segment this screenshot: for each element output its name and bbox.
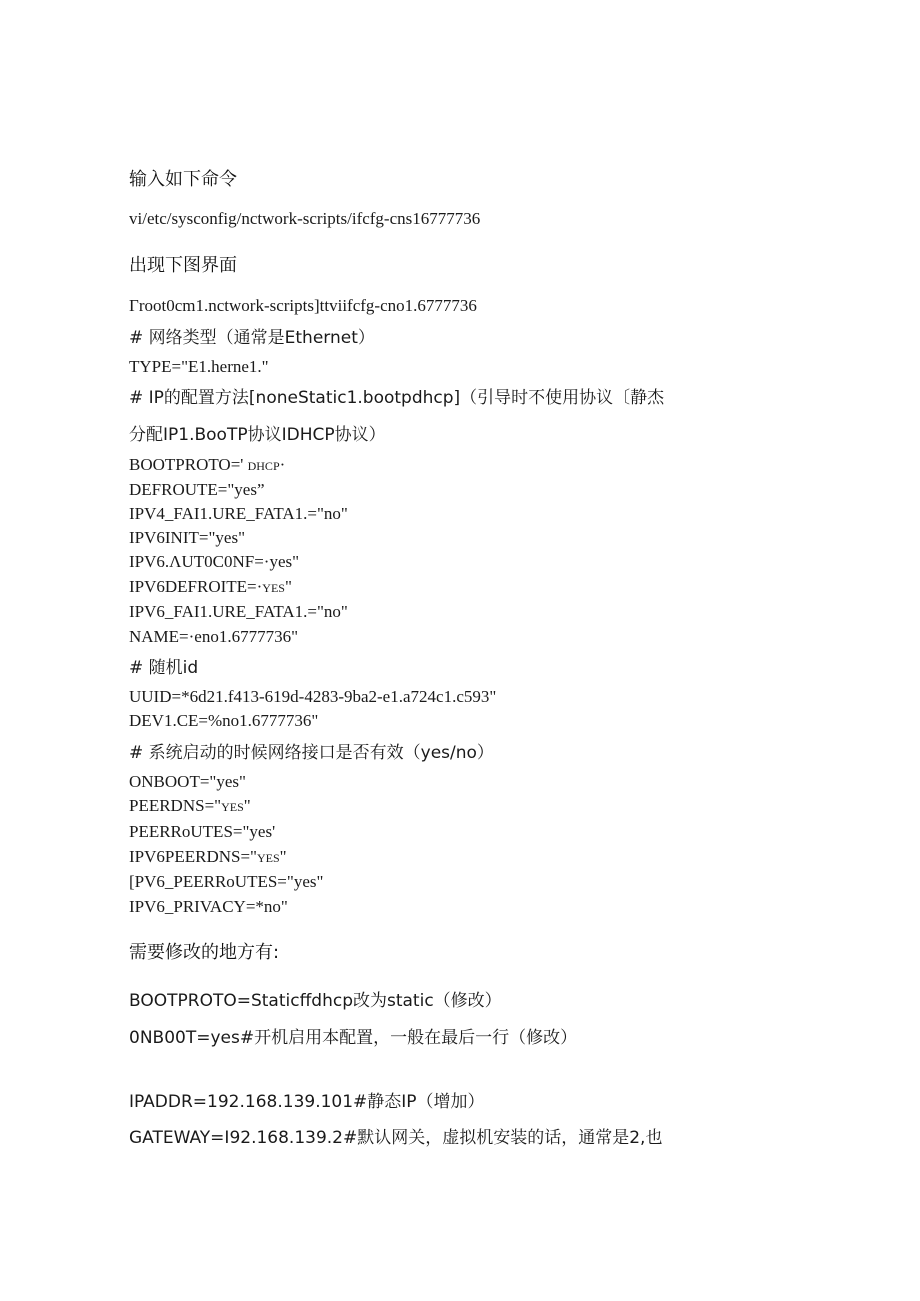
config-ipv6-peerroutes: [PV6_PEERRoUTES="yes" — [129, 872, 324, 891]
change-bootproto: BOOTPROTO=Staticffdhcp改为static（修改） — [129, 991, 502, 1011]
shell-prompt: Γroot0cm1.nctwork-scripts]ttviifcfg-cno1.6777736 — [129, 296, 477, 315]
config-device: DEV1.CE=%no1.6777736" — [129, 711, 319, 730]
config-ipv4-failure: IPV4_FAI1.URE_FATA1.="no" — [129, 504, 348, 523]
change-ipaddr: IPADDR=192.168.139.101#静态IP（增加） — [129, 1092, 485, 1112]
changes-heading: 需要修改的地方有: — [129, 942, 280, 963]
config-ipv6-autoconf: IPV6.ΛUT0C0NF=·yes" — [129, 552, 300, 571]
config-peerroutes: PEERRoUTES="yes' — [129, 822, 276, 841]
screen-heading: 出现下图界面 — [129, 255, 237, 276]
config-ipv6-privacy: IPV6_PRIVACY=*no" — [129, 897, 288, 916]
change-onboot: 0NB00T=yes#开机启用本配置，一般在最后一行（修改） — [129, 1028, 578, 1048]
config-onboot: ONBOOT="yes" — [129, 772, 246, 791]
comment-ip-method-cont: 分配IP1.BooTP协议IDHCP协议） — [129, 425, 386, 445]
comment-random-id: # 随机id — [129, 658, 199, 678]
comment-ip-method: # IP的配置方法[noneStatic1.bootpdhcp]（引导时不使用协议〔静杰 — [129, 388, 665, 408]
config-ipv6init: IPV6INIT="yes" — [129, 528, 246, 547]
config-defroute: DEFROUTE="yes” — [129, 480, 265, 499]
comment-onboot: # 系统启动的时候网络接口是否有效（yes/no） — [129, 743, 494, 763]
config-name: NAME=·eno1.6777736" — [129, 627, 299, 646]
config-peerdns: PEERDNS="yes" — [129, 796, 251, 815]
change-gateway: GATEWAY=I92.168.139.2#默认网关，虚拟机安装的话，通常是2,也 — [129, 1128, 663, 1148]
command-line: vi/etc/sysconfig/nctwork-scripts/ifcfg-cns16777736 — [129, 209, 481, 228]
intro-heading: 输入如下命令 — [129, 169, 237, 190]
config-ipv6-peerdns: IPV6PEERDNS="yes" — [129, 847, 287, 866]
config-ipv6-failure: IPV6_FAI1.URE_FATA1.="no" — [129, 602, 348, 621]
config-uuid: UUID=*6d21.f413-619d-4283-9ba2-e1.a724c1.c593" — [129, 687, 497, 706]
comment-network-type: # 网络类型（通常是Ethernet） — [129, 328, 375, 348]
config-bootproto: BOOTPROTO=' dhcp· — [129, 455, 286, 474]
config-ipv6-defroute: IPV6DEFROITE=·yes" — [129, 577, 292, 596]
config-type: TYPE="E1.herne1." — [129, 357, 269, 376]
